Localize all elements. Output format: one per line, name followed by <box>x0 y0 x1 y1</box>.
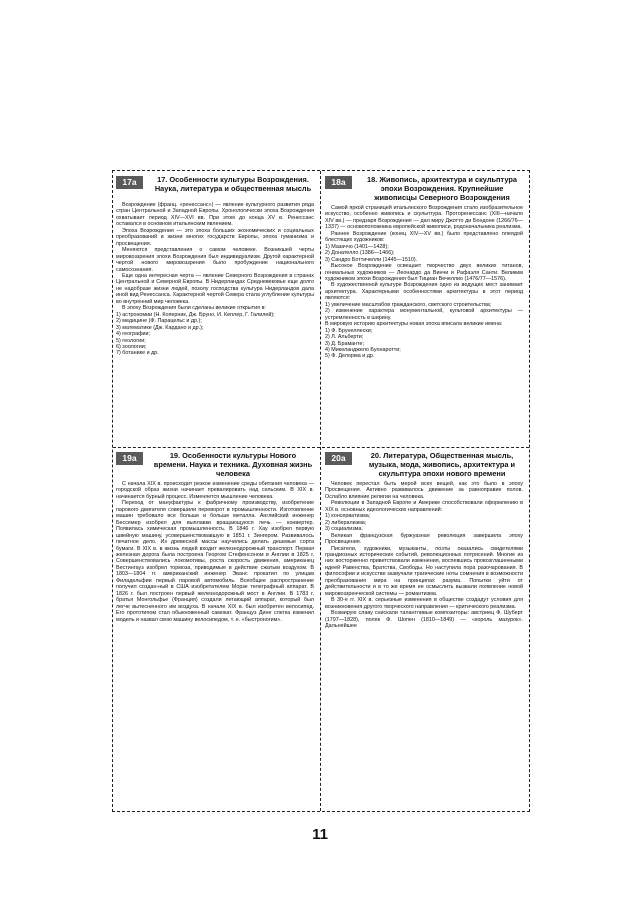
paragraph: Меняются представления о самом человеке. Возникшей черты мировоззрения эпохи Возрождения был индивидуализм. Другой характерной чертой нового мировоззрения было пробуждение национального самосознания. <box>116 247 314 273</box>
card-18a <box>325 175 523 443</box>
discovery-list <box>116 312 314 357</box>
list-item: 1) Мазаччо (1401—1428); <box>325 243 389 250</box>
list-item: 1) Ф. Брунеллески; <box>325 327 373 334</box>
list-item: 5) Ф. Делорма и др. <box>325 353 375 360</box>
list-item: 2) либерализма; <box>325 519 367 526</box>
list-item: 1) консерватизма; <box>325 513 371 520</box>
list-item: 2) медицине (Ф. Парацельс и др.); <box>116 318 202 325</box>
list-item: 3) Д. Браманте; <box>325 340 365 347</box>
list-item: 3) социализма. <box>325 526 363 533</box>
card-header <box>116 451 314 478</box>
architecture-list <box>325 302 523 360</box>
card-number-badge: 17a <box>116 176 143 189</box>
card-number-badge: 20a <box>325 452 352 465</box>
list-item: 3) математике (Дж. Кардано и др.); <box>116 324 204 331</box>
paragraph: Великая французская буржуазная революция завершила эпоху Просвещения. <box>325 532 523 546</box>
artist-list <box>325 244 523 263</box>
horizontal-cut-line <box>113 447 529 448</box>
paragraph: Еще одна интересная черта — явление Северного Возрождения в странах Центральной и Северной Европы. В Нидерландах Средневековье еще долго не надобразе жизни людей, позолу господства культура Нидерландов дала иной вид Ренессанса. Характерной чертой Севера стала углубление культуры во внутренний мир человека. <box>116 272 314 305</box>
ideology-list <box>325 513 523 532</box>
card-title: 18. Живопись, архитектура и скульптура эпохи Возрождения. Крупнейшие живописцы Северного Возрождения <box>367 175 517 202</box>
paragraph: Революции в Западной Европе и Америке способствовали оформлению в XIX в. основных идеологических направлений: <box>325 500 523 513</box>
paragraph: Возрождение (франц. «ренессанс») — явление культурного развития ряда стран Центральной и Западной Европы. Хронологически эпоха Возрождения охватывает период XIV—XVI вв. При этом до конца XV в. Ренессанс оставался в основном итальянским явлением. <box>116 202 314 228</box>
paragraph: Эпоха Возрождения — это эпоха больших экономических и социальных преобразований в жизни многих государств Европы, эпоха гуманизма и просвещения. <box>116 227 314 247</box>
card-17a <box>116 175 314 443</box>
card-20a <box>325 451 523 807</box>
list-item: 7) ботанике и др. <box>116 350 159 357</box>
paragraph: С начала XIX в. происходит резкое изменение среды обитания человека — городской образ жизни начинает превалировать над сельским. В XIX в. начинается бурный процесс. Изменяется мышление человека. <box>116 481 314 500</box>
card-title: 20. Литература, Общественная мысль, музыка, мода, живопись, архитектура и скульптура эпохи нового времени <box>368 451 516 478</box>
paragraph: Переход от мануфактуры к фабричному производству, изобретение парового двигателя совершили переворот в промышленности. Изготовление машин требовало все больше и больше металла. Английский инженер Бессемер изобрел для выплавки вращающуюся печь — конвертер. Появилась химическая промышленность. В 1846 г. Хау изобрел первую швейную машину, усовершенствовавшую в 1851 г. Зингером. Развивалось печатное дело. Из древесной массы научились делать дешевые сорта бумаги. В XIX в. в жизнь людей входит железнодорожный транспорт. Первая железная дорога была построена Георгом Стефенсоном в Англии в 1825 г. Совершенствовались локомотивы, роста скорость движения, американец Вестингауз изобрел тормоза, приводимые в действие сжатым воздухом. В 1803—1804 гг. американский инженер Эванс прокатил по улицам Филадельфии первый паровой автомобиль. Всеобщее распространение получил создан-ный в США изобретателем Морзе телеграфный аппарат. В 1826 г. был построен первый железнодорожный мост в Англии. В 1783 г. братья Монгольфье (Франция) создали летающий аппарат, который был легче вытесненного им воздуха. В начале XIX в. был изобретен велосипед. Его прототипом стал обыкновенный самокат. Француз Дине слегка изменил модель и назвал свою машину велосипедом, т. е. «быстроногим». <box>116 500 314 623</box>
list-item: 1) увеличение масштабов гражданского, светского строительства; <box>325 301 492 308</box>
paragraph: Раннее Возрождение (конец XIV—XV вв.) было представлено плеядой блестящих художников: <box>325 230 523 244</box>
list-item: 4) Микеланджело Буонаротти; <box>325 346 401 353</box>
paragraph: Самой яркой страницей итальянского Возрождения стало изобразительное искусство, особенно живопись и скульптура. Проторенессанс (XIII—начало XIV вв.) — предзаря Возрождения — дал миру Джотто ди Бондоне (1266/76—1337) — основоположника европейской живописи, родоначальника реализма. <box>325 205 523 231</box>
list-item: 3) Сандро Боттичелли (1445—1510). <box>325 256 418 263</box>
paragraph: Возмирую славу снискали талантливые композиторы: австриец Ф. Шуберт (1797—1828), поляк Ф. Шопен (1810—1849) — «король мазурок». Дальнейшее <box>325 610 523 629</box>
card-body <box>116 202 314 357</box>
card-body <box>116 481 314 623</box>
card-number-badge: 18a <box>325 176 352 189</box>
card-title: 17. Особенности культуры Возрождения. Наука, литература и общественная мысль <box>154 175 312 193</box>
paragraph: В эпоху Возрождения были сделаны великие открытия в: <box>122 305 266 312</box>
vertical-cut-line <box>320 171 321 811</box>
card-number-badge: 19a <box>116 452 143 465</box>
list-item: 1) астрономии (Н. Коперник, Дж. Бруно, И. Кеплер, Г. Галилей); <box>116 311 275 318</box>
card-header <box>325 451 523 478</box>
card-title: 19. Особенности культуры Нового времени. Наука и техника. Духовная жизнь человека <box>153 451 313 478</box>
paragraph: Высокое Возрождение освещает творчество двух великих титанов, гениальных художников — Леонардо да Винчи и Рафаэля Санти. Великим художником эпохи Возрождения был Тициан Вечеллио (1476/77—1576). <box>325 263 523 282</box>
card-body <box>325 481 523 629</box>
list-item: 5) геологии; <box>116 337 146 344</box>
card-body <box>325 205 523 360</box>
card-19a <box>116 451 314 807</box>
list-item: 2) изменение характера монументальной, культовой архитектуры — устремленность в ширину. <box>325 308 523 321</box>
paragraph: В 30-е гг. XIX в. серьезные изменения в обществе создадут условия для возникновения другого творческого направления — критического реализма. <box>325 597 523 610</box>
list-item: В мировую историю архитектуры новая эпоха вписала великие имена: <box>325 321 503 328</box>
list-item: 2) Л. Альберти; <box>325 334 364 341</box>
card-header <box>325 175 523 202</box>
paragraph: В художественной культуре Возрождения одно из ведущих мест занимает архитектура. Характерными особенностями архитектуры в этот период являются: <box>325 282 523 302</box>
list-item: 4) географии; <box>116 331 151 338</box>
list-item: 2) Донателло (1386—1466); <box>325 250 395 257</box>
list-item: 6) зоологии; <box>116 343 147 350</box>
paragraph: Писатели, художники, музыканты, поэты оказались свидетелями грандиозных исторических событий, революционных потрясений. Многие из них восторженно приветствовали изменения, воспевшись провозглашенными идеей Равенства, Братства, Свободы. Но наступила пора разочарования. В философии и искусстве зазвучали трагические ноты сомнения в возможности преобразования мира на принципах разума. Попытки уйти от действительности и в то же время ее осмыслить вызвали появление новой мировоззренческой системы — романтизма. <box>325 545 523 597</box>
paragraph: Человек перестал быть мерой всех вещей, как это было в эпоху Просвещения. Активно развивалось движение за равноправие полов. Ослабло влияние религии на человека. <box>325 481 523 500</box>
card-header <box>116 175 314 199</box>
card-sheet <box>112 170 530 812</box>
page-number: 11 <box>312 826 328 843</box>
